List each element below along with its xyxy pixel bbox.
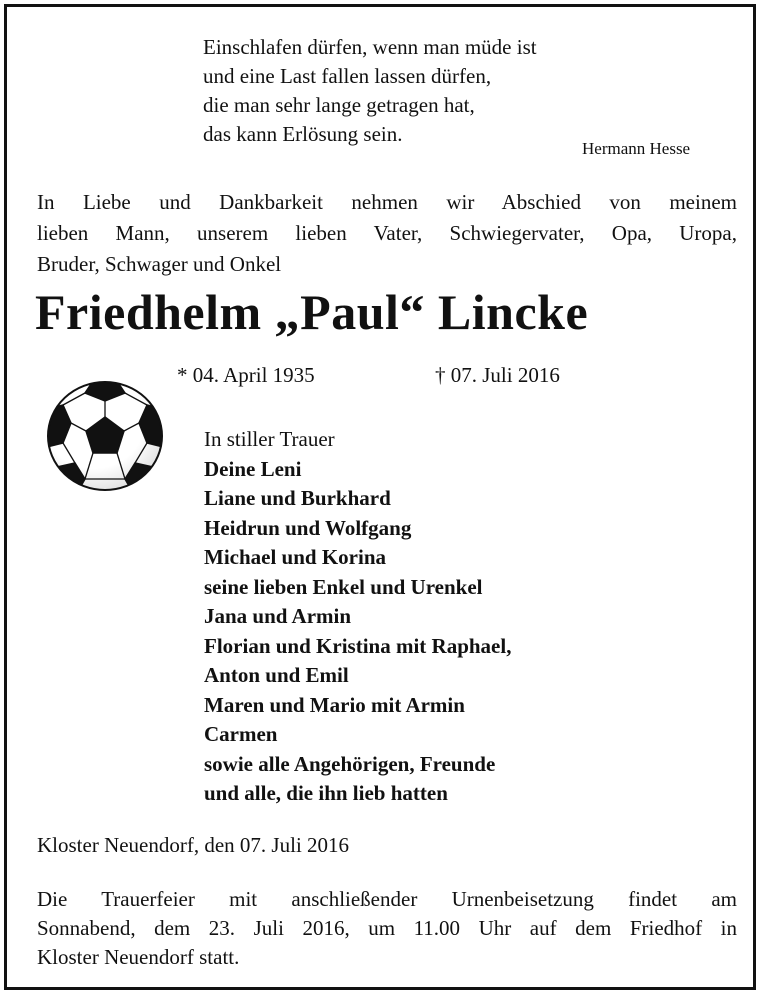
poem xyxy=(203,33,537,149)
poem-line: und eine Last fallen lassen dürfen, xyxy=(203,64,492,88)
service-line: Kloster Neuendorf statt. xyxy=(37,945,240,969)
mourner-name: Florian und Kristina mit Raphael, xyxy=(204,633,512,658)
deceased-name: Friedhelm „Paul“ Lincke xyxy=(35,284,589,340)
soccer-ball-icon xyxy=(45,379,165,493)
birth-date: * 04. April 1935 xyxy=(177,363,315,387)
mourners-heading: In stiller Trauer xyxy=(204,427,335,451)
intro-line: In Liebe und Dankbarkeit nehmen wir Abschied von meinem xyxy=(37,190,737,214)
intro-line: Bruder, Schwager und Onkel xyxy=(37,252,282,276)
mourner-name: Liane und Burkhard xyxy=(204,486,391,510)
mourner-name: Maren und Mario mit Armin xyxy=(204,692,465,717)
mourner-name: sowie alle Angehörigen, Freunde xyxy=(204,751,496,776)
death-date: † 07. Juli 2016 xyxy=(435,363,560,387)
service-line: Sonnabend, dem 23. Juli 2016, um 11.00 Uhr auf dem Friedhof in xyxy=(37,916,737,940)
poem-line: Einschlafen dürfen, wenn man müde ist xyxy=(203,35,537,59)
poem-line: das kann Erlösung sein. xyxy=(203,122,403,146)
mourner-name: Michael und Korina xyxy=(204,545,387,569)
place-date: Kloster Neuendorf, den 07. Juli 2016 xyxy=(37,833,350,857)
mourners-list xyxy=(204,425,511,809)
intro-line: lieben Mann, unserem lieben Vater, Schwiegervater, Opa, Uropa, xyxy=(37,221,737,245)
mourner-name: Carmen xyxy=(204,722,278,746)
funeral-service-notice xyxy=(37,885,737,972)
poem-line: die man sehr lange getragen hat, xyxy=(203,93,475,117)
mourner-name: Heidrun und Wolfgang xyxy=(204,515,412,540)
obituary-frame xyxy=(4,4,756,990)
service-line: Die Trauerfeier mit anschließender Urnenbeisetzung findet am xyxy=(37,887,737,911)
mourner-name: Jana und Armin xyxy=(204,604,352,628)
poem-author: Hermann Hesse xyxy=(582,139,691,158)
intro-text xyxy=(37,187,737,280)
life-dates xyxy=(177,363,560,388)
mourner-name: Anton und Emil xyxy=(204,663,349,687)
mourner-name: und alle, die ihn lieb hatten xyxy=(204,781,448,805)
mourner-name: Deine Leni xyxy=(204,456,302,481)
mourner-name: seine lieben Enkel und Urenkel xyxy=(204,574,483,599)
